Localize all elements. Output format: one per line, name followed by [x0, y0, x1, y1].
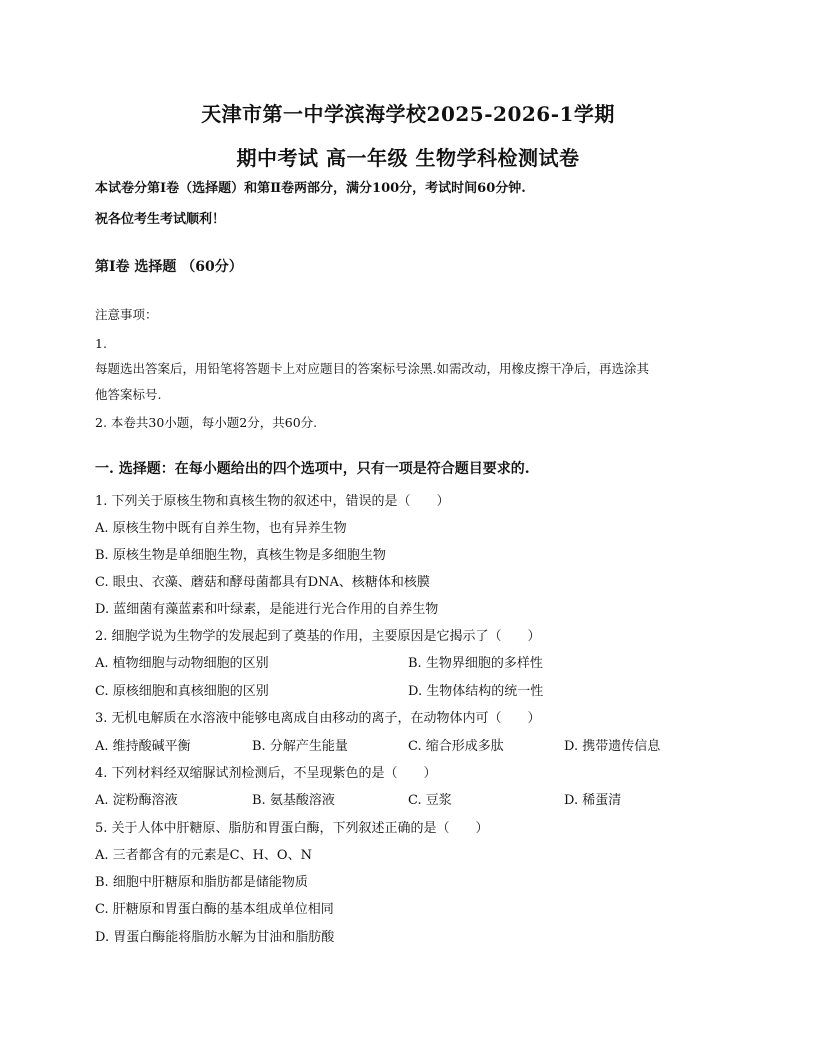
question-4-option-a: A. 淀粉酶溶液 — [95, 793, 178, 808]
question-2-option-b: B. 生物界细胞的多样性 — [408, 656, 543, 671]
question-5-option-d: D. 胃蛋白酶能将脂肪水解为甘油和脂肪酸 — [95, 930, 335, 945]
question-3-stem: 3. 无机电解质在水溶液中能够电离成自由移动的离子，在动物体内可（ ） — [95, 711, 541, 726]
question-1-option-d: D. 蓝细菌有藻蓝素和叶绿素，是能进行光合作用的自养生物 — [95, 602, 439, 617]
question-2-option-d: D. 生物体结构的统一性 — [408, 684, 544, 699]
question-5-option-c: C. 肝糖原和胃蛋白酶的基本组成单位相同 — [95, 902, 334, 917]
question-3-option-d: D. 携带遗传信息 — [564, 739, 661, 754]
question-3-option-c: C. 缩合形成多肽 — [408, 739, 504, 754]
question-4-stem: 4. 下列材料经双缩脲试剂检测后，不呈现紫色的是（ ） — [95, 766, 437, 781]
question-4-option-b: B. 氨基酸溶液 — [252, 793, 335, 808]
exam-title-line1: 天津市第一中学滨海学校2025-2026-1学期 — [201, 102, 615, 126]
intro-line1: 本试卷分第Ⅰ卷（选择题）和第Ⅱ卷两部分，满分100分，考试时间60分钟. — [95, 181, 526, 196]
note1-number: 1. — [95, 336, 107, 351]
question-3-option-b: B. 分解产生能量 — [252, 739, 348, 754]
notes-label: 注意事项： — [95, 307, 158, 322]
question-4-option-d: D. 稀蛋清 — [564, 793, 622, 808]
question-2-stem: 2. 细胞学说为生物学的发展起到了奠基的作用，主要原因是它揭示了（ ） — [95, 629, 541, 644]
question-5-option-b: B. 细胞中肝糖原和脂肪都是储能物质 — [95, 875, 308, 890]
question-2-option-a: A. 植物细胞与动物细胞的区别 — [95, 656, 269, 671]
question-1-option-b: B. 原核生物是单细胞生物，真核生物是多细胞生物 — [95, 548, 386, 563]
question-5-option-a: A. 三者都含有的元素是C、H、O、N — [95, 848, 312, 863]
intro-line2: 祝各位考生考试顺利！ — [95, 212, 226, 227]
question-1-option-a: A. 原核生物中既有自养生物，也有异养生物 — [95, 521, 347, 536]
note1-text-line2: 他答案标号. — [95, 387, 162, 402]
question-3-option-a: A. 维持酸碱平衡 — [95, 739, 191, 754]
exam-title-line2: 期中考试 高一年级 生物学科检测试卷 — [236, 146, 580, 170]
question-2-option-c: C. 原核细胞和真核细胞的区别 — [95, 684, 269, 699]
section1-heading: 一. 选择题：在每小题给出的四个选项中，只有一项是符合题目要求的. — [95, 461, 530, 477]
note1-text-line1: 每题选出答案后，用铅笔将答题卡上对应题目的答案标号涂黑.如需改动，用橡皮擦干净后，再选涂其 — [95, 361, 649, 376]
note2-text: 2. 本卷共30小题，每小题2分，共60分. — [95, 415, 318, 430]
question-1-stem: 1. 下列关于原核生物和真核生物的叙述中，错误的是（ ） — [95, 494, 450, 509]
question-4-option-c: C. 豆浆 — [408, 793, 452, 808]
question-1-option-c: C. 眼虫、衣藻、蘑菇和酵母菌都具有DNA、核糖体和核膜 — [95, 575, 430, 590]
part1-heading: 第Ⅰ卷 选择题 （60分） — [95, 259, 243, 275]
question-5-stem: 5. 关于人体中肝糖原、脂肪和胃蛋白酶，下列叙述正确的是（ ） — [95, 821, 489, 836]
